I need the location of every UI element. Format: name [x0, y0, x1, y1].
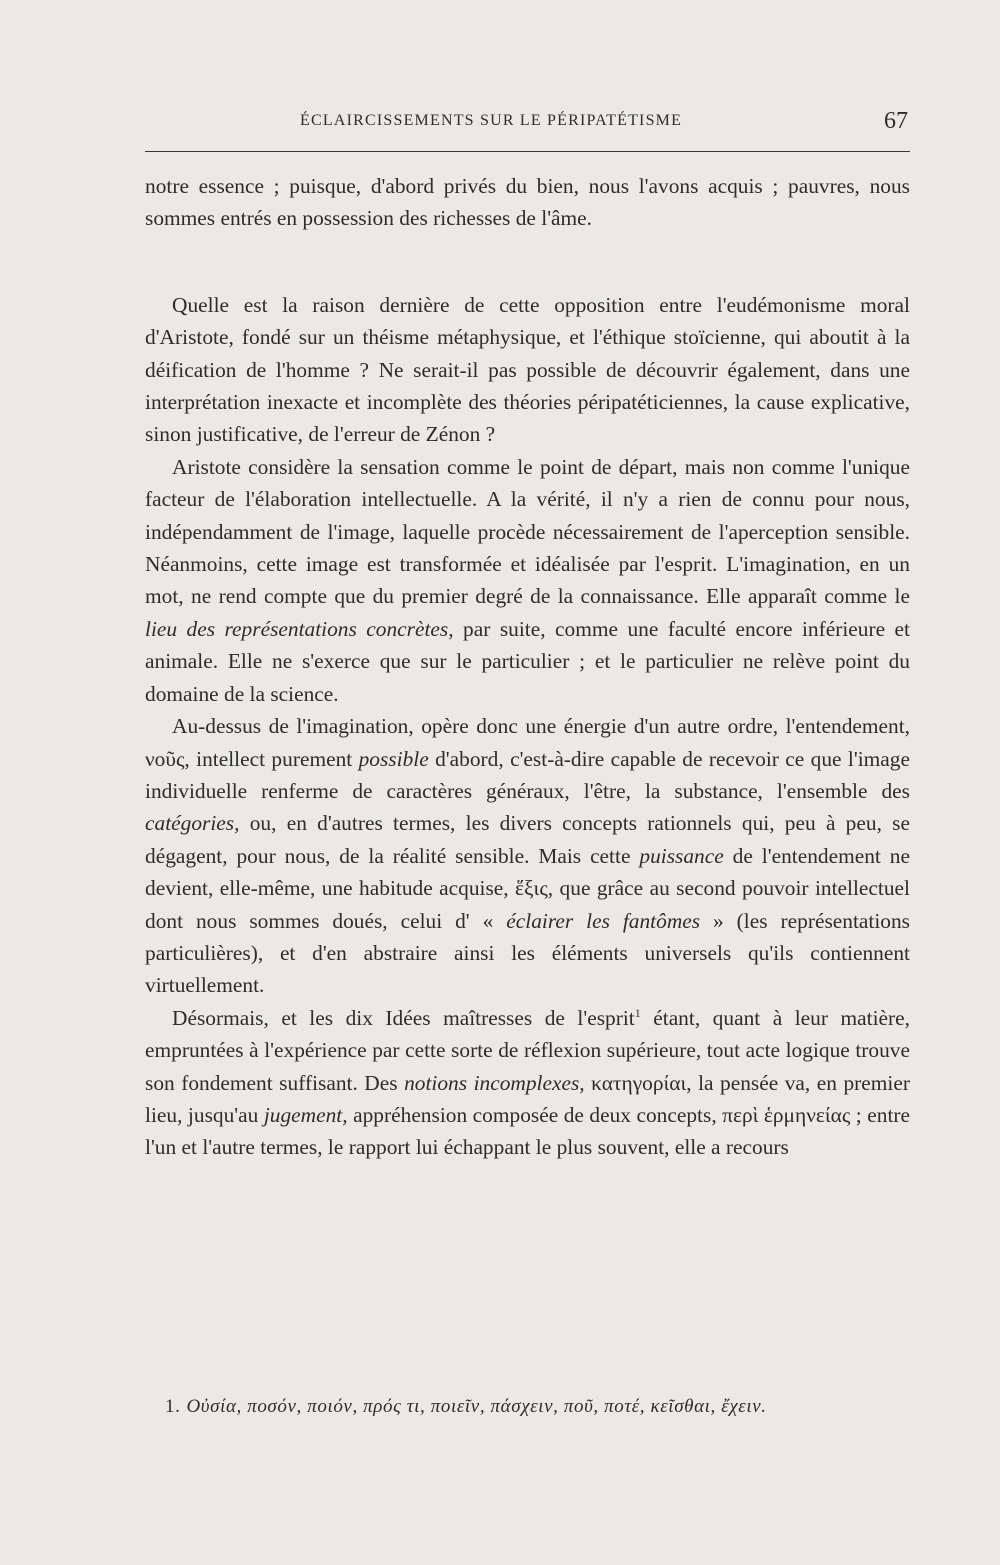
running-head — [145, 110, 910, 140]
body-text — [145, 170, 910, 1164]
paragraph-4-emphasis-3: puissance — [639, 843, 724, 868]
paragraph-4-emphasis-4: éclairer les fantômes — [506, 908, 701, 933]
paragraph-5-text-d: appréhension composée de deux concepts, περὶ ἑρμηνείας ; entre l'un et l'autre termes, le rapport lui échappant le plus souvent, elle a recours — [145, 1102, 911, 1160]
paragraph-5-text-c: κατηγορίαι, la pensée va, en premier lieu, jusqu'au — [145, 1070, 910, 1127]
paragraph-3-text-a: Aristote considère la sensation comme le point de départ, mais non comme l'unique facteur de l'élaboration intellectuelle. A la vérité, il n'y a rien de connu pour nous, indépendamment de l'image, laquelle procède nécessairement de l'aperception sensible. Néanmoins, cette image est transformée et idéalisée par l'esprit. L'imagination, en un mot, ne rend compte que du premier degré de la connaissance. Elle apparaît comme le — [145, 454, 910, 609]
footnote — [165, 1396, 925, 1418]
footnote-text: Οὐσία, ποσόν, ποιόν, πρός τι, ποιεῖν, πάσχειν, ποῦ, ποτέ, κεῖσθαι, ἔχειν. — [186, 1396, 767, 1417]
paragraph-5-text-a: Désormais, et les dix Idées maîtresses de l'esprit — [172, 1005, 635, 1030]
footnote-number: 1. — [165, 1396, 181, 1417]
paragraph-4-emphasis-1: possible — [358, 746, 429, 771]
paragraph-1: notre essence ; puisque, d'abord privés du bien, nous l'avons acquis ; pauvres, nous sommes entrés en possession des richesses de l'âme. — [145, 174, 910, 231]
paragraph-4-text-b: d'abord, c'est-à-dire capable de recevoir ce que l'image individuelle renferme de caractères généraux, l'être, la substance, l'ensemble des — [145, 746, 910, 803]
header-rule — [145, 151, 910, 152]
running-title: ÉCLAIRCISSEMENTS SUR LE PÉRIPATÉTISME — [300, 112, 683, 129]
paragraph-5-text-b: étant, quant à leur matière, empruntées à l'expérience par cette sorte de réflexion supérieure, tout acte logique trouve son fondement suffisant. Des — [145, 1005, 910, 1095]
paragraph-4-text-a: Au-dessus de l'imagination, opère donc une énergie d'un autre ordre, l'entendement, νοῦς, intellect purement — [145, 714, 910, 771]
paragraph-4 — [145, 710, 910, 1002]
footnote-reference[interactable]: 1 — [634, 1005, 641, 1020]
paragraph-4-emphasis-2: catégories, — [145, 811, 240, 836]
paragraph-5-emphasis-1: notions incomplexes, — [404, 1070, 585, 1095]
paragraph-3-emphasis-1: lieu des représentations concrètes, — [145, 616, 454, 641]
paragraph-3 — [145, 451, 910, 710]
page-number: 67 — [884, 108, 908, 134]
paragraph-5-emphasis-2: jugement, — [263, 1102, 348, 1127]
paragraph-4-text-e: » (les représentations particulières), et d'en abstraire ainsi les éléments universels qu'ils contiennent virtuellement. — [145, 908, 911, 998]
paragraph-3-text-b: par suite, comme une faculté encore inférieure et animale. Elle ne s'exerce que sur le particulier ; et le particulier ne relève point du domaine de la science. — [145, 616, 910, 706]
paragraph-5 — [145, 1002, 910, 1164]
paragraph-4-text-d: de l'entendement ne devient, elle-même, une habitude acquise, ἕξις, que grâce au second pouvoir intellectuel dont nous sommes doués, celui d' « — [145, 843, 910, 933]
paragraph-4-text-c: ou, en d'autres termes, les divers concepts rationnels qui, peu à peu, se dégagent, pour nous, de la réalité sensible. Mais cette — [145, 811, 910, 868]
paragraph-2: Quelle est la raison dernière de cette opposition entre l'eudémonisme moral d'Aristote, fondé sur un théisme métaphysique, et l'éthique stoïcienne, qui aboutit à la déification de l'homme ? Ne serait-il pas possible de découvrir également, dans une interprétation inexacte et incomplète des théories péripatéticiennes, la cause explicative, sinon justificative, de l'erreur de Zénon ? — [145, 292, 910, 447]
